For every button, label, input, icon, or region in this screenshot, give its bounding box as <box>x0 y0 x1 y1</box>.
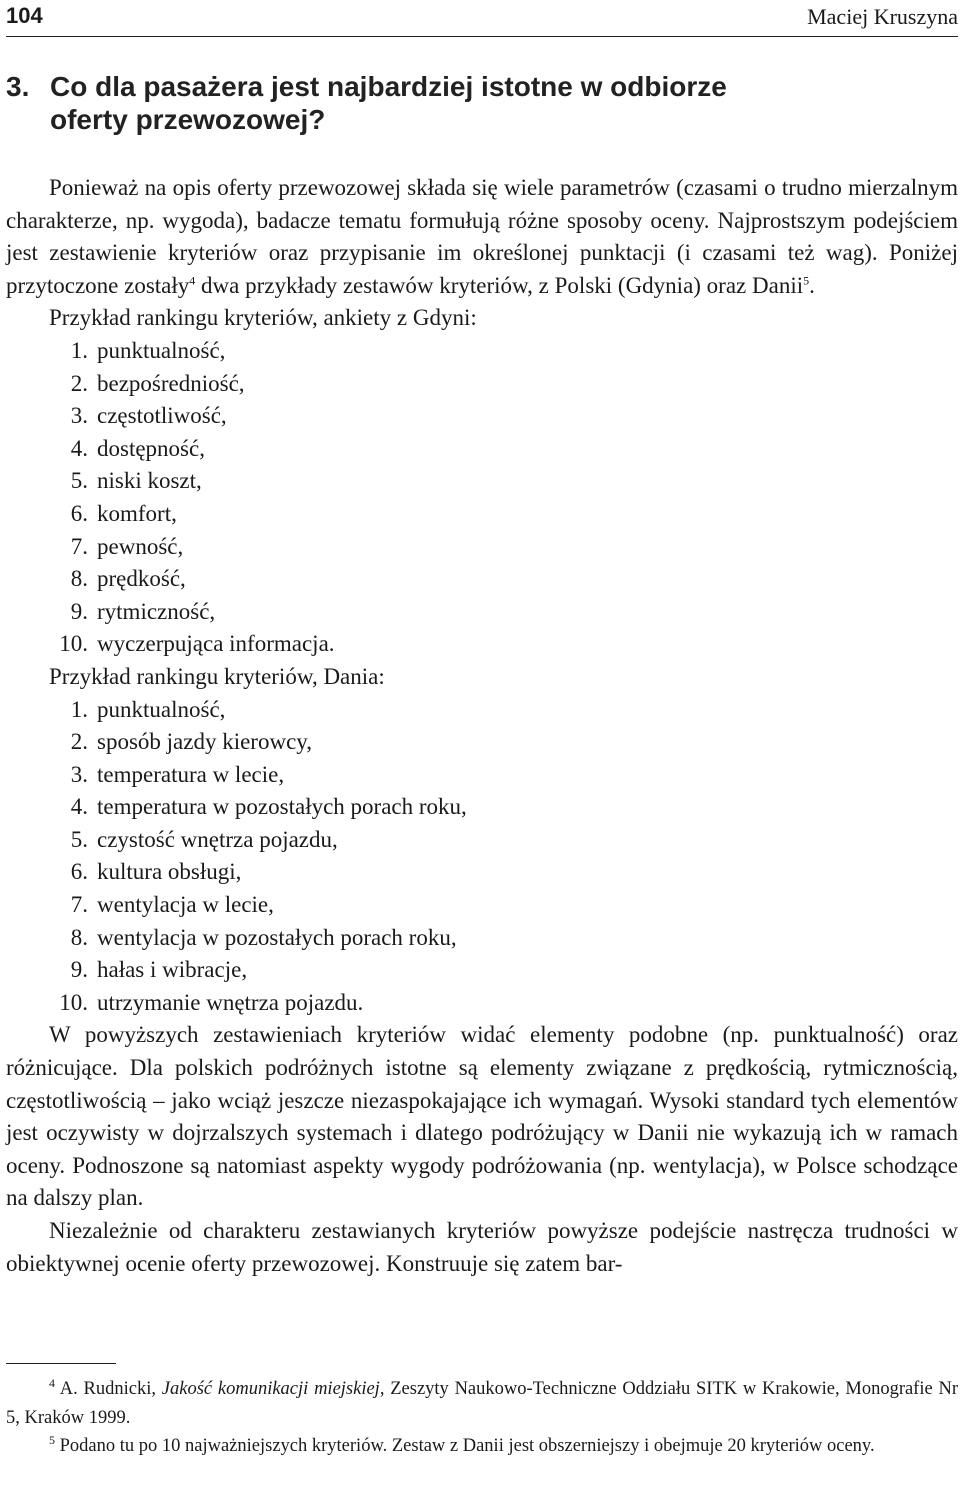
list-item-number: 4. <box>70 794 88 820</box>
list-item <box>6 694 958 727</box>
list-item <box>6 465 958 498</box>
list-item <box>6 368 958 401</box>
list-item-text: wentylacja w pozostałych porach roku, <box>97 924 457 950</box>
footnote-number: 4 <box>49 1375 55 1390</box>
list-item-number: 9. <box>70 598 88 624</box>
list-item <box>6 596 958 629</box>
footnote-ref-4[interactable]: 4 <box>189 273 196 288</box>
list-item-text: punktualność, <box>97 696 226 722</box>
intro-text-c: . <box>809 272 815 298</box>
page-number: 104 <box>6 3 43 28</box>
list-item-text: utrzymanie wnętrza pojazdu. <box>97 989 364 1015</box>
footnotes <box>6 1375 958 1461</box>
list-item-text: komfort, <box>97 500 177 526</box>
list-item-number: 7. <box>70 533 88 559</box>
page-header <box>6 0 958 37</box>
list-item-number: 9. <box>70 957 88 983</box>
list-item <box>6 531 958 564</box>
list-item <box>6 922 958 955</box>
list-item-number: 3. <box>70 761 88 787</box>
list-item-text: niski koszt, <box>97 468 202 494</box>
list-item-number: 4. <box>70 435 88 461</box>
list-item-text: temperatura w pozostałych porach roku, <box>97 794 467 820</box>
list-item-text: prędkość, <box>97 566 186 592</box>
list-item <box>6 726 958 759</box>
list-item-number: 10. <box>59 631 88 657</box>
list-item-number: 5. <box>70 468 88 494</box>
section-title-line1: Co dla pasażera jest najbardziej istotne w odbiorze <box>50 71 727 102</box>
dania-heading: Przykład rankingu kryteriów, Dania: <box>49 663 385 689</box>
section-title-line2: oferty przewozowej? <box>50 104 326 135</box>
list-item <box>6 856 958 889</box>
list-item-text: wentylacja w lecie, <box>97 892 274 918</box>
footnote-5 <box>6 1432 958 1461</box>
list-item-number: 2. <box>70 370 88 396</box>
footnote-text: Podano tu po 10 najważniejszych kryteriów. Zestaw z Danii jest obszerniejszy i obejmuje 20 kryteriów oceny. <box>55 1436 875 1456</box>
footnote-separator <box>6 1363 116 1364</box>
list-item-number: 6. <box>70 859 88 885</box>
intro-text-b: dwa przykłady zestawów kryteriów, z Polski (Gdynia) oraz Danii <box>195 272 804 298</box>
list-item <box>6 400 958 433</box>
list-item <box>6 824 958 857</box>
gdynia-criteria-list <box>6 335 958 661</box>
list-item-text: sposób jazdy kierowcy, <box>97 729 313 755</box>
list-item-text: pewność, <box>97 533 184 559</box>
list-item <box>6 987 958 1020</box>
section-heading <box>6 70 946 136</box>
list-item <box>6 563 958 596</box>
footnote-number: 5 <box>49 1432 55 1447</box>
list-item-number: 8. <box>70 566 88 592</box>
section-number: 3. <box>6 71 30 102</box>
list-item-number: 5. <box>70 826 88 852</box>
list-item-number: 10. <box>59 989 88 1015</box>
list-item-text: wyczerpująca informacja. <box>97 631 335 657</box>
list-item <box>6 498 958 531</box>
closing-paragraph: Niezależnie od charakteru zestawianych kryteriów powyższe podejście nastręcza trudności w obiektywnej ocenie oferty przewozowej. Konstruuje się zatem bar- <box>6 1218 958 1276</box>
list-item-text: rytmiczność, <box>97 598 216 624</box>
list-item <box>6 335 958 368</box>
list-item-number: 2. <box>70 729 88 755</box>
list-item <box>6 889 958 922</box>
intro-text-a: Ponieważ na opis oferty przewozowej składa się wiele parametrów (czasami o trudno mierzalnym charakterze, np. wygoda), badacze tematu formułują różne sposoby oceny. Najprostszym podejściem jest zestawienie kryteriów oraz przypisanie im określonej punktacji (i czasami też wag). Poniżej przytoczone zostały <box>6 175 958 298</box>
footnote-text: A. Rudnicki, <box>55 1379 162 1399</box>
list-item-text: hałas i wibracje, <box>97 957 248 983</box>
list-item-number: 1. <box>70 696 88 722</box>
list-item-text: kultura obsługi, <box>97 859 242 885</box>
footnote-ref-5[interactable]: 5 <box>803 273 810 288</box>
list-item-number: 8. <box>70 924 88 950</box>
document-page <box>6 0 958 1456</box>
comparison-paragraph: W powyższych zestawieniach kryteriów widać elementy podobne (np. punktualność) oraz różnicujące. Dla polskich podróżnych istotne są elementy związane z prędkością, rytmicznością, częstotliwością – jako wciąż jeszcze niezaspokajające ich wymagań. Wysoki standard tych elementów jest oczywisty w dojrzalszych systemach i dlatego podróżujący w Danii nie wykazują ich w ramach oceny. Podnoszone są natomiast aspekty wygody podróżowania (np. wentylacja), w Polsce schodzące na dalszy plan. <box>6 1022 958 1211</box>
footnote-4 <box>6 1375 958 1432</box>
list-item-number: 6. <box>70 500 88 526</box>
list-item <box>6 791 958 824</box>
list-item <box>6 954 958 987</box>
running-head-author: Maciej Kruszyna <box>807 4 958 29</box>
footnote-text: , Zeszyty Naukowo-Techniczne Oddziału SITK w Krakowie, Monografie Nr 5, Kraków 1999. <box>6 1379 958 1428</box>
list-item-text: temperatura w lecie, <box>97 761 285 787</box>
list-item-number: 3. <box>70 403 88 429</box>
gdynia-heading: Przykład rankingu kryteriów, ankiety z Gdyni: <box>49 305 477 331</box>
list-item <box>6 628 958 661</box>
dania-criteria-list <box>6 694 958 1020</box>
list-item <box>6 759 958 792</box>
list-item-number: 1. <box>70 337 88 363</box>
list-item <box>6 433 958 466</box>
list-item-text: czystość wnętrza pojazdu, <box>97 826 338 852</box>
list-item-text: punktualność, <box>97 337 226 363</box>
list-item-number: 7. <box>70 892 88 918</box>
body-text <box>6 172 958 1280</box>
intro-paragraph <box>6 172 958 302</box>
footnote-title: Jakość komunikacji miejskiej <box>161 1379 380 1399</box>
list-item-text: dostępność, <box>97 435 205 461</box>
list-item-text: bezpośredniość, <box>97 370 245 396</box>
list-item-text: częstotliwość, <box>97 403 227 429</box>
